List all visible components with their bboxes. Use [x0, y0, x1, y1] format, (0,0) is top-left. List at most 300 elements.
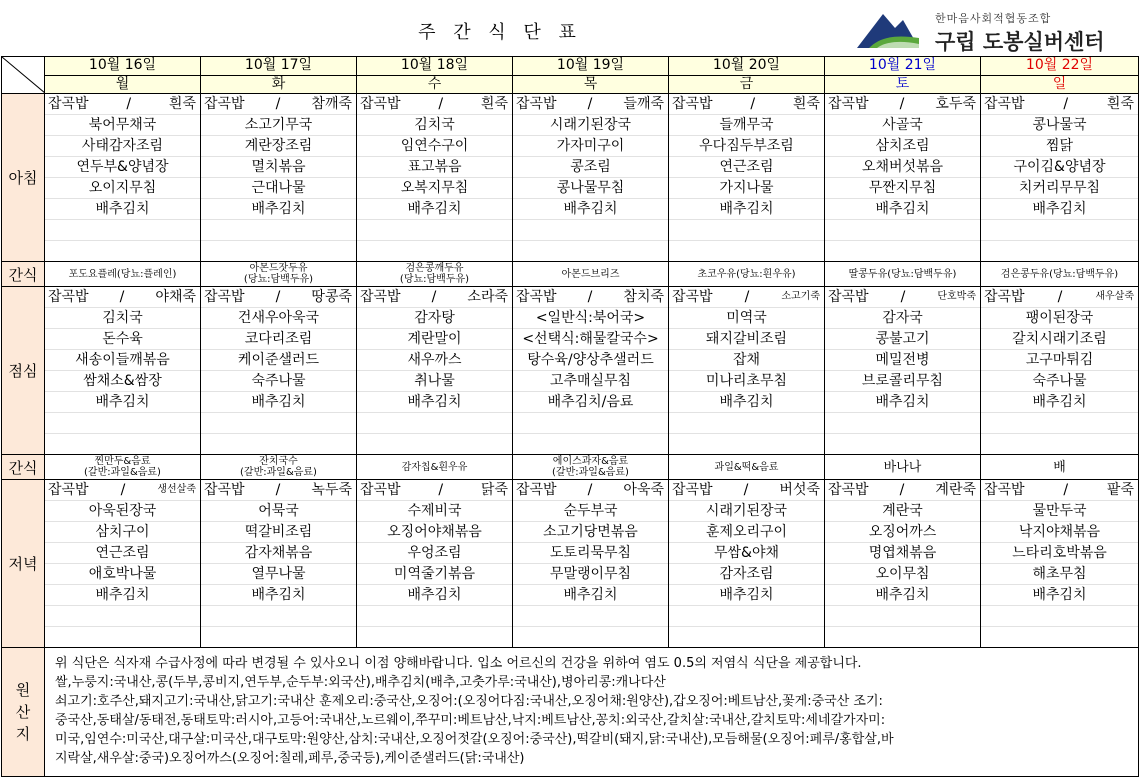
rice-item: 잡곡밥: [672, 96, 713, 112]
dish-item: 구이김&양념장: [981, 157, 1138, 178]
snack-cell: [513, 455, 669, 480]
dish-item: 오징어까스: [825, 522, 980, 543]
dish-item: 우다짐두부조림: [669, 136, 824, 157]
dish-item: 감자탕: [357, 308, 512, 329]
empty-line: [825, 220, 980, 241]
empty-line: [357, 434, 512, 454]
corner-cell: [2, 57, 45, 94]
origin-label: [2, 648, 45, 777]
empty-line: [513, 413, 668, 434]
rice-porridge-line: [513, 480, 668, 501]
dish-item: 콩나물무침: [513, 178, 668, 199]
empty-line: [201, 627, 356, 647]
empty-line: [825, 434, 980, 454]
note-line: 지락살,새우살:중국)오징어까스(오징어:칠레,페루,중국등),케이준샐러드(닭:국내산): [55, 751, 525, 766]
porridge-item: 아욱죽: [623, 482, 664, 498]
rice-porridge-line: [981, 287, 1138, 308]
date-cell: [981, 57, 1139, 76]
slash-separator: /: [275, 96, 281, 112]
afternoon-snack-label: [2, 455, 45, 480]
dish-item: 사태감자조림: [45, 136, 200, 157]
note-line: 중국산,동태살/동태전,동태토막:러시아,고등어:국내산,노르웨이,쭈꾸미:베트남산,낙지:베트남산,꽁치:외국산,갈치살:국내산,갈치토막:세네갈가자미:: [55, 713, 886, 728]
dish-item: 돈수육: [45, 329, 200, 350]
rice-item: 잡곡밥: [828, 289, 869, 305]
dish-item: 시래기된장국: [513, 115, 668, 136]
breakfast-label: [2, 94, 45, 262]
meal-label-text: 아침: [8, 169, 38, 187]
dinner-label: [2, 480, 45, 648]
empty-line: [201, 606, 356, 627]
empty-line: [669, 434, 824, 454]
dish-item: 시래기된장국: [669, 501, 824, 522]
snack-item: 초코우유(당뇨:흰우유): [697, 268, 796, 280]
rice-item: 잡곡밥: [204, 96, 245, 112]
dish-item: 느타리호박볶음: [981, 543, 1138, 564]
weekday-label: 일: [1052, 75, 1067, 92]
empty-line: [825, 627, 980, 647]
note-line: 미국,임연수:미국산,대구살:미국산,대구토막:원양산,삼치:국내산,오징어젓갈(오징어:중국산),떡갈비(돼지,닭:국내산),모듬해물(오징어:페루/홍합살,바: [55, 732, 894, 747]
dish-item: <일반식:북어국>: [513, 308, 668, 329]
slash-separator: /: [275, 289, 281, 305]
porridge-item: 흰죽: [168, 96, 196, 112]
rice-porridge-line: [669, 94, 824, 115]
dish-item: 배추김치: [201, 199, 356, 220]
dish-item: 취나물: [357, 371, 512, 392]
snack-item: 포도요플레(당뇨:플레인): [68, 268, 177, 280]
empty-line: [45, 220, 200, 241]
morning-snack-label: [2, 262, 45, 287]
weekday-label: 화: [271, 75, 286, 92]
porridge-item: 생선살죽: [157, 484, 196, 495]
weekday-row: [2, 75, 1139, 94]
rice-item: 잡곡밥: [360, 482, 401, 498]
rice-porridge-line: [45, 287, 200, 308]
rice-item: 잡곡밥: [828, 482, 869, 498]
empty-line: [669, 606, 824, 627]
empty-line: [669, 413, 824, 434]
dish-item: 명엽채볶음: [825, 543, 980, 564]
snack-cell: [825, 262, 981, 287]
slash-separator: /: [743, 482, 749, 498]
rice-item: 잡곡밥: [360, 289, 401, 305]
dish-item: 배추김치: [513, 585, 668, 606]
weekday-label: 수: [427, 75, 442, 92]
rice-item: 잡곡밥: [48, 96, 89, 112]
snack-item: (당뇨:담백두유): [399, 274, 470, 285]
dish-item: 근대나물: [201, 178, 356, 199]
dish-item: 우엉조림: [357, 543, 512, 564]
snack-item: 찐만두&음료: [94, 456, 151, 467]
afternoon-snack-row: [2, 455, 1139, 480]
dish-item: 들깨무국: [669, 115, 824, 136]
dinner-menu-cell: [981, 480, 1139, 648]
porridge-item: 들깨죽: [623, 96, 664, 112]
empty-line: [825, 413, 980, 434]
dish-item: 미역줄기볶음: [357, 564, 512, 585]
snack-item: 감자칩&흰우유: [401, 461, 468, 473]
breakfast-menu-cell: [981, 94, 1139, 262]
dish-item: 브로콜리무침: [825, 371, 980, 392]
date-label: 10월 19일: [556, 57, 625, 73]
dish-item: 계란말이: [357, 329, 512, 350]
dish-item: 배추김치: [357, 585, 512, 606]
breakfast-menu-cell: [45, 94, 201, 262]
dish-item: 무말랭이무침: [513, 564, 668, 585]
slash-separator: /: [275, 482, 281, 498]
dish-item: 메밀전병: [825, 350, 980, 371]
meal-label-text: 저녁: [8, 555, 38, 573]
rice-item: 잡곡밥: [516, 289, 557, 305]
slash-separator: /: [1063, 482, 1069, 498]
rice-item: 잡곡밥: [48, 482, 89, 498]
snack-cell: [357, 262, 513, 287]
slash-separator: /: [587, 96, 593, 112]
dish-item: 새송이들깨볶음: [45, 350, 200, 371]
lunch-menu-cell: [45, 287, 201, 455]
weekday-label: 금: [739, 75, 754, 92]
dish-item: 돼지갈비조림: [669, 329, 824, 350]
page-title: 주 간 식 단 표: [418, 22, 582, 43]
rice-porridge-line: [669, 287, 824, 308]
rice-item: 잡곡밥: [516, 482, 557, 498]
center-logo: [855, 6, 1135, 52]
breakfast-menu-cell: [513, 94, 669, 262]
empty-line: [981, 220, 1138, 241]
dish-item: 배추김치: [669, 585, 824, 606]
lunch-menu-cell: [981, 287, 1139, 455]
lunch-label: [2, 287, 45, 455]
lunch-menu-cell: [513, 287, 669, 455]
mountain-logo-icon: [855, 8, 921, 50]
snack-cell: [981, 262, 1139, 287]
dish-item: 팽이된장국: [981, 308, 1138, 329]
weekly-menu-table: [1, 56, 1139, 777]
slash-separator: /: [120, 482, 126, 498]
lunch-menu-cell: [825, 287, 981, 455]
slash-separator: /: [587, 289, 593, 305]
breakfast-row: [2, 94, 1139, 262]
dish-item: 계란국: [825, 501, 980, 522]
empty-line: [45, 606, 200, 627]
dish-item: 배추김치: [201, 585, 356, 606]
dish-item: 표고볶음: [357, 157, 512, 178]
dish-item: 탕수육/양상추샐러드: [513, 350, 668, 371]
dish-item: 숙주나물: [981, 371, 1138, 392]
empty-line: [357, 606, 512, 627]
dish-item: 훈제오리구이: [669, 522, 824, 543]
empty-line: [513, 220, 668, 241]
snack-cell: [669, 262, 825, 287]
weekday-cell: [201, 75, 357, 94]
origin-label-text: 원 산 지: [15, 681, 31, 743]
dinner-menu-cell: [201, 480, 357, 648]
breakfast-menu-cell: [357, 94, 513, 262]
porridge-item: 소고기죽: [781, 291, 820, 302]
meal-label-text: 점심: [8, 362, 38, 380]
empty-line: [981, 627, 1138, 647]
snack-cell: [981, 455, 1139, 480]
weekday-cell: [981, 75, 1139, 94]
rice-porridge-line: [201, 480, 356, 501]
empty-line: [981, 241, 1138, 261]
dish-item: 수제비국: [357, 501, 512, 522]
dish-item: 콩불고기: [825, 329, 980, 350]
dish-item: 감자조림: [669, 564, 824, 585]
empty-line: [45, 413, 200, 434]
date-label: 10월 17일: [244, 57, 313, 73]
rice-porridge-line: [981, 94, 1138, 115]
slash-separator: /: [899, 482, 905, 498]
empty-line: [45, 241, 200, 261]
empty-line: [825, 606, 980, 627]
rice-item: 잡곡밥: [360, 96, 401, 112]
weekday-cell: [357, 75, 513, 94]
empty-line: [201, 434, 356, 454]
snack-item: 잔치국수: [259, 456, 298, 467]
slash-separator: /: [431, 289, 437, 305]
rice-porridge-line: [357, 480, 512, 501]
slash-separator: /: [587, 482, 593, 498]
slash-separator: /: [750, 96, 756, 112]
dish-item: 연두부&양념장: [45, 157, 200, 178]
snack-item: 과일&떡&음료: [714, 461, 779, 473]
dish-item: 배추김치: [981, 392, 1138, 413]
porridge-item: 버섯죽: [779, 482, 820, 498]
porridge-item: 호두죽: [935, 96, 976, 112]
porridge-item: 계란죽: [935, 482, 976, 498]
dish-item: 미나리초무침: [669, 371, 824, 392]
dish-item: 배추김치: [45, 199, 200, 220]
dish-item: 계란장조림: [201, 136, 356, 157]
date-cell: [201, 57, 357, 76]
rice-item: 잡곡밥: [828, 96, 869, 112]
date-label: 10월 21일: [868, 57, 937, 73]
dish-item: 새우까스: [357, 350, 512, 371]
empty-line: [357, 627, 512, 647]
empty-line: [357, 413, 512, 434]
note-line: 위 식단은 식자재 수급사정에 따라 변경될 수 있사오니 이점 양해바랍니다. 입소 어르신의 건강을 위하여 염도 0.5의 저염식 식단을 제공합니다.: [55, 656, 862, 671]
snack-item: (갈반:과일&음료): [84, 467, 161, 478]
snack-label-text: 간식: [8, 265, 38, 284]
empty-line: [825, 241, 980, 261]
dish-item: 콩나물국: [981, 115, 1138, 136]
dish-item: 잡채: [669, 350, 824, 371]
rice-porridge-line: [45, 94, 200, 115]
porridge-item: 녹두죽: [311, 482, 352, 498]
dish-item: 쌈채소&쌈장: [45, 371, 200, 392]
dish-item: 배추김치: [981, 199, 1138, 220]
snack-item: 딸콩두유(당뇨:담백두유): [848, 268, 957, 280]
dish-item: 연근조림: [669, 157, 824, 178]
slash-separator: /: [438, 96, 444, 112]
snack-item: 배: [1053, 459, 1066, 475]
date-row: [2, 57, 1139, 76]
note-line: 쌀,누룽지:국내산,콩(두부,콩비지,연두부,순두부:외국산),배추김치(배추,고춧가루:국내산),병아리콩:캐나다산: [55, 675, 666, 690]
snack-item: 에이스과자&음료: [552, 456, 629, 467]
snack-item: (당뇨:담백두유): [243, 274, 314, 285]
snack-cell: [201, 262, 357, 287]
rice-porridge-line: [825, 287, 980, 308]
dish-item: 순두부국: [513, 501, 668, 522]
lunch-row: [2, 287, 1139, 455]
snack-item: 검은콩깨두유: [405, 263, 464, 274]
dinner-menu-cell: [825, 480, 981, 648]
porridge-item: 참치죽: [623, 289, 664, 305]
slash-separator: /: [1057, 289, 1063, 305]
empty-line: [981, 434, 1138, 454]
snack-label-text: 간식: [8, 458, 38, 477]
rice-porridge-line: [825, 94, 980, 115]
dish-item: 배추김치: [825, 585, 980, 606]
porridge-item: 새우살죽: [1095, 291, 1134, 302]
dish-item: 콩조림: [513, 157, 668, 178]
snack-item: (갈반:과일&음료): [552, 467, 629, 478]
dinner-menu-cell: [669, 480, 825, 648]
snack-cell: [201, 455, 357, 480]
dish-item: 배추김치/음료: [513, 392, 668, 413]
dish-item: 아욱된장국: [45, 501, 200, 522]
empty-line: [513, 606, 668, 627]
snack-cell: [357, 455, 513, 480]
rice-item: 잡곡밥: [984, 96, 1025, 112]
weekday-cell: [669, 75, 825, 94]
slash-separator: /: [744, 289, 750, 305]
dish-item: 케이준샐러드: [201, 350, 356, 371]
dish-item: 낙지야채볶음: [981, 522, 1138, 543]
date-label: 10월 18일: [400, 57, 469, 73]
dish-item: 건새우아욱국: [201, 308, 356, 329]
dish-item: 어묵국: [201, 501, 356, 522]
empty-line: [357, 220, 512, 241]
dish-item: 물만두국: [981, 501, 1138, 522]
origin-row: [2, 648, 1139, 777]
dish-item: 가자미구이: [513, 136, 668, 157]
dish-item: 무짠지무침: [825, 178, 980, 199]
empty-line: [201, 413, 356, 434]
dish-item: 미역국: [669, 308, 824, 329]
rice-item: 잡곡밥: [48, 289, 89, 305]
slash-separator: /: [900, 289, 906, 305]
empty-line: [201, 220, 356, 241]
snack-item: 아몬드브리즈: [561, 268, 620, 280]
dish-item: 배추김치: [669, 199, 824, 220]
dish-item: 배추김치: [201, 392, 356, 413]
dish-item: 찜닭: [981, 136, 1138, 157]
dish-item: 오이지무침: [45, 178, 200, 199]
dinner-menu-cell: [357, 480, 513, 648]
snack-cell: [45, 262, 201, 287]
dish-item: 배추김치: [357, 199, 512, 220]
date-label: 10월 16일: [88, 57, 157, 73]
snack-cell: [825, 455, 981, 480]
dinner-menu-cell: [45, 480, 201, 648]
dish-item: 배추김치: [513, 199, 668, 220]
dish-item: 오채버섯볶음: [825, 157, 980, 178]
rice-porridge-line: [201, 287, 356, 308]
rice-porridge-line: [201, 94, 356, 115]
rice-porridge-line: [825, 480, 980, 501]
slash-separator: /: [438, 482, 444, 498]
lunch-menu-cell: [201, 287, 357, 455]
date-cell: [357, 57, 513, 76]
dish-item: 연근조림: [45, 543, 200, 564]
porridge-item: 흰죽: [480, 96, 508, 112]
snack-item: 검은콩두유(당뇨:담백두유): [1000, 268, 1119, 280]
slash-separator: /: [119, 289, 125, 305]
dish-item: 치커리무무침: [981, 178, 1138, 199]
weekday-label: 월: [115, 75, 130, 92]
dish-item: 북어무채국: [45, 115, 200, 136]
weekday-cell: [825, 75, 981, 94]
empty-line: [669, 241, 824, 261]
dish-item: 떡갈비조림: [201, 522, 356, 543]
porridge-item: 닭죽: [480, 482, 508, 498]
rice-porridge-line: [357, 94, 512, 115]
dish-item: 임연수구이: [357, 136, 512, 157]
porridge-item: 흰죽: [792, 96, 820, 112]
empty-line: [981, 606, 1138, 627]
rice-item: 잡곡밥: [984, 482, 1025, 498]
porridge-item: 야채죽: [155, 289, 196, 305]
rice-item: 잡곡밥: [516, 96, 557, 112]
snack-cell: [669, 455, 825, 480]
rice-porridge-line: [513, 287, 668, 308]
dish-item: 배추김치: [981, 585, 1138, 606]
snack-item: 아몬드잣두유: [249, 263, 308, 274]
dish-item: 감자채볶음: [201, 543, 356, 564]
empty-line: [357, 241, 512, 261]
dish-item: 김치국: [45, 308, 200, 329]
dish-item: 숙주나물: [201, 371, 356, 392]
empty-line: [45, 627, 200, 647]
dish-item: 도토리묵무침: [513, 543, 668, 564]
org-name: 한마음사회적협동조합: [935, 12, 1052, 25]
dish-item: 오복지무침: [357, 178, 512, 199]
weekday-label: 목: [583, 75, 598, 92]
lunch-menu-cell: [357, 287, 513, 455]
dish-item: 배추김치: [669, 392, 824, 413]
weekday-cell: [513, 75, 669, 94]
snack-item: (갈반:과일&음료): [240, 467, 317, 478]
snack-cell: [45, 455, 201, 480]
rice-item: 잡곡밥: [204, 482, 245, 498]
snack-item: 바나나: [883, 459, 922, 475]
center-name: 구립 도봉실버센터: [935, 30, 1105, 54]
dish-item: 감자국: [825, 308, 980, 329]
date-cell: [825, 57, 981, 76]
porridge-item: 단호박죽: [937, 291, 976, 302]
empty-line: [201, 241, 356, 261]
note-line: 쇠고기:호주산,돼지고기:국내산,닭고기:국내산 훈제오리:중국산,오징어:(오징어다짐:국내산,오징어채:원양산),갑오징어:베트남산,꽃게:중국산 조기:: [55, 694, 883, 709]
dish-item: 오징어야채볶음: [357, 522, 512, 543]
rice-porridge-line: [513, 94, 668, 115]
porridge-item: 팥죽: [1106, 482, 1134, 498]
porridge-item: 땅콩죽: [311, 289, 352, 305]
dish-item: 배추김치: [45, 585, 200, 606]
dish-item: 김치국: [357, 115, 512, 136]
dinner-menu-cell: [513, 480, 669, 648]
dish-item: 배추김치: [825, 392, 980, 413]
dish-item: 배추김치: [45, 392, 200, 413]
dish-item: 가지나물: [669, 178, 824, 199]
rice-porridge-line: [981, 480, 1138, 501]
slash-separator: /: [126, 96, 132, 112]
dish-item: 배추김치: [825, 199, 980, 220]
dish-item: 배추김치: [357, 392, 512, 413]
rice-item: 잡곡밥: [672, 482, 713, 498]
dish-item: 삼치조림: [825, 136, 980, 157]
rice-item: 잡곡밥: [204, 289, 245, 305]
